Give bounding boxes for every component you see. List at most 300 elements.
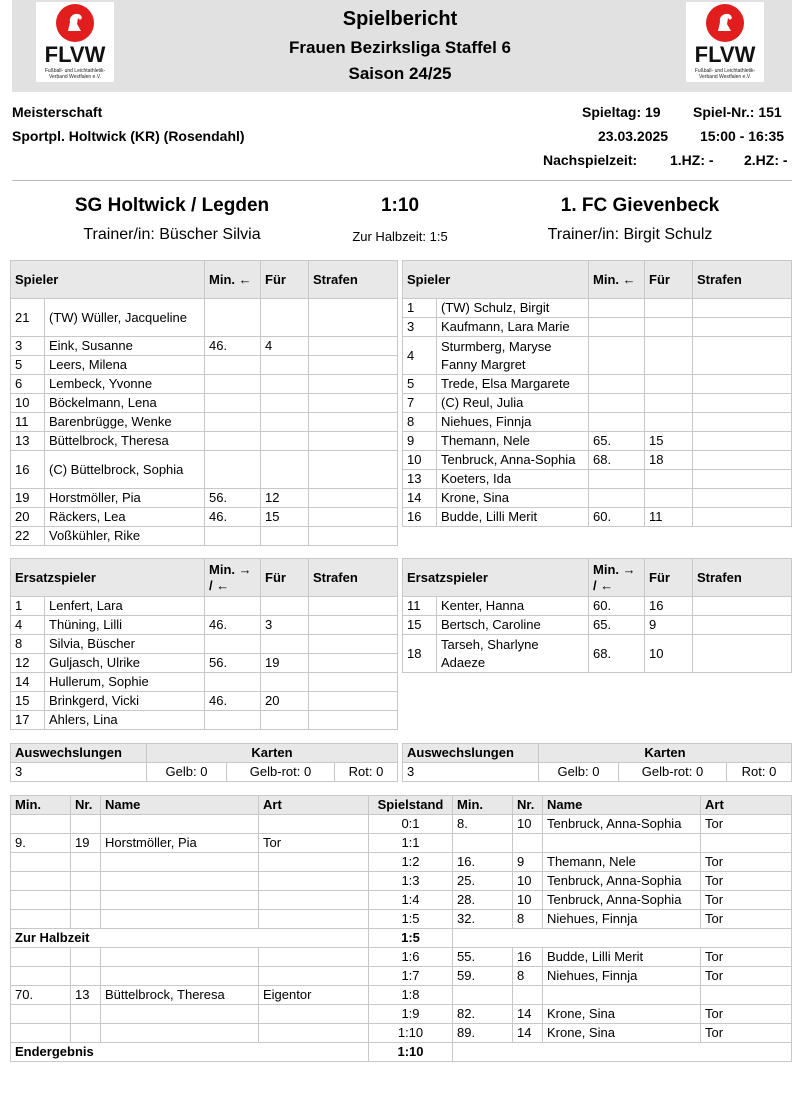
player-row	[11, 413, 398, 432]
red-cards: Rot: 0	[335, 763, 398, 782]
player-row	[11, 711, 398, 730]
player-minute: 65.	[589, 616, 645, 635]
col-penalties: Strafen	[309, 559, 398, 597]
event-score: 1:1	[369, 834, 453, 853]
player-name: Budde, Lilli Merit	[437, 508, 589, 527]
event-away-minute: 55.	[453, 948, 513, 967]
player-penalties	[693, 337, 792, 375]
player-penalties	[309, 711, 398, 730]
player-minute: 46.	[205, 616, 261, 635]
player-row	[403, 508, 792, 527]
player-minute: 56.	[205, 654, 261, 673]
player-row	[403, 337, 792, 375]
player-name: Brinkgerd, Vicki	[45, 692, 205, 711]
player-for	[645, 318, 693, 337]
matchday: Spieltag: 19	[582, 104, 661, 120]
away-subs-table	[402, 558, 792, 673]
player-name: (TW) Schulz, Birgit	[437, 299, 589, 318]
player-penalties	[309, 692, 398, 711]
event-away-name: Krone, Sina	[543, 1005, 701, 1024]
match-type: Meisterschaft	[12, 104, 103, 120]
player-number: 16	[11, 451, 45, 489]
event-away-minute: 82.	[453, 1005, 513, 1024]
player-for	[645, 299, 693, 318]
event-away-type	[701, 834, 792, 853]
event-row	[11, 948, 792, 967]
col-penalties: Strafen	[309, 261, 398, 299]
player-for	[261, 635, 309, 654]
event-home-type: Eigentor	[259, 986, 369, 1005]
col-for: Für	[261, 261, 309, 299]
event-home-minute	[11, 948, 71, 967]
final-score: 1:10	[380, 195, 420, 216]
player-row	[11, 394, 398, 413]
event-away-number: 9	[513, 853, 543, 872]
event-home-name: Horstmöller, Pia	[101, 834, 259, 853]
event-home-number	[71, 910, 101, 929]
player-penalties	[693, 470, 792, 489]
player-name: Horstmöller, Pia	[45, 489, 205, 508]
col-cards: Karten	[539, 744, 792, 763]
player-minute	[205, 635, 261, 654]
event-summary-label: Endergebnis	[11, 1043, 369, 1062]
player-name: Lenfert, Lara	[45, 597, 205, 616]
player-name: Voßkühler, Rike	[45, 527, 205, 546]
event-home-minute	[11, 1005, 71, 1024]
event-away-minute: 25.	[453, 872, 513, 891]
event-away-name: Themann, Nele	[543, 853, 701, 872]
player-name: Räckers, Lea	[45, 508, 205, 527]
event-away-type: Tor	[701, 910, 792, 929]
player-for: 18	[645, 451, 693, 470]
player-for	[261, 451, 309, 489]
player-number: 16	[403, 508, 437, 527]
event-away-minute	[453, 834, 513, 853]
away-trainer: Trainer/in: Birgit Schulz	[547, 226, 713, 243]
col-ev-score: Spielstand	[369, 796, 453, 815]
event-home-type	[259, 872, 369, 891]
event-home-minute	[11, 910, 71, 929]
player-penalties	[309, 356, 398, 375]
home-trainer: Trainer/in: Büscher Silvia	[83, 226, 261, 243]
home-team: SG Holtwick / Legden	[74, 195, 270, 216]
col-min: Min. → / ←	[205, 559, 261, 597]
player-minute	[205, 451, 261, 489]
player-for	[261, 597, 309, 616]
match-time: 15:00 - 16:35	[700, 128, 785, 144]
player-name: Böckelmann, Lena	[45, 394, 205, 413]
player-for	[261, 711, 309, 730]
player-penalties	[693, 394, 792, 413]
player-for	[645, 337, 693, 375]
event-summary-row	[11, 1043, 792, 1062]
player-row	[403, 375, 792, 394]
event-home-name	[101, 967, 259, 986]
event-away-minute: 8.	[453, 815, 513, 834]
event-home-type	[259, 853, 369, 872]
player-number: 6	[11, 375, 45, 394]
player-number: 8	[11, 635, 45, 654]
col-players: Spieler	[11, 261, 205, 299]
event-home-minute	[11, 891, 71, 910]
player-penalties	[309, 451, 398, 489]
player-number: 15	[11, 692, 45, 711]
player-for: 3	[261, 616, 309, 635]
logo-word: FLVW	[694, 42, 756, 67]
event-home-type: Tor	[259, 834, 369, 853]
player-name: Leers, Milena	[45, 356, 205, 375]
col-substitutions: Auswechslungen	[403, 744, 539, 763]
player-for	[645, 394, 693, 413]
player-row	[403, 318, 792, 337]
event-summary-row	[11, 929, 792, 948]
player-number: 3	[11, 337, 45, 356]
event-home-type	[259, 910, 369, 929]
player-name: Kaufmann, Lara Marie	[437, 318, 589, 337]
home-subs-table	[10, 558, 398, 730]
player-for	[261, 375, 309, 394]
player-for	[261, 673, 309, 692]
player-number: 15	[403, 616, 437, 635]
col-for: Für	[261, 559, 309, 597]
player-for	[261, 299, 309, 337]
event-home-name	[101, 948, 259, 967]
player-for: 12	[261, 489, 309, 508]
away-stats-table	[402, 743, 792, 782]
col-ev-min: Min.	[453, 796, 513, 815]
event-row	[11, 967, 792, 986]
player-row	[11, 299, 398, 337]
player-row	[403, 616, 792, 635]
player-for: 4	[261, 337, 309, 356]
player-name: Tenbruck, Anna-Sophia	[437, 451, 589, 470]
event-away-minute: 16.	[453, 853, 513, 872]
player-penalties	[309, 489, 398, 508]
event-away-type: Tor	[701, 948, 792, 967]
player-penalties	[309, 508, 398, 527]
player-row	[403, 489, 792, 508]
player-row	[11, 356, 398, 375]
player-for: 9	[645, 616, 693, 635]
event-row	[11, 853, 792, 872]
player-name: Themann, Nele	[437, 432, 589, 451]
player-number: 18	[403, 635, 437, 673]
season: Saison 24/25	[348, 64, 452, 83]
event-row	[11, 1005, 792, 1024]
player-for	[261, 356, 309, 375]
player-row	[11, 654, 398, 673]
player-name: Guljasch, Ulrike	[45, 654, 205, 673]
player-number: 10	[11, 394, 45, 413]
player-penalties	[309, 527, 398, 546]
player-for	[645, 413, 693, 432]
event-home-minute	[11, 872, 71, 891]
event-away-minute: 28.	[453, 891, 513, 910]
event-score: 0:1	[369, 815, 453, 834]
player-row	[403, 635, 792, 673]
event-away-name: Tenbruck, Anna-Sophia	[543, 872, 701, 891]
player-for: 11	[645, 508, 693, 527]
event-home-number	[71, 967, 101, 986]
player-row	[11, 489, 398, 508]
col-min: Min. → / ←	[589, 559, 645, 597]
event-summary-score: 1:5	[369, 929, 453, 948]
player-number: 19	[11, 489, 45, 508]
player-number: 14	[403, 489, 437, 508]
player-for: 15	[261, 508, 309, 527]
player-minute	[589, 299, 645, 318]
event-away-type	[701, 986, 792, 1005]
player-number: 7	[403, 394, 437, 413]
player-number: 17	[11, 711, 45, 730]
player-penalties	[309, 673, 398, 692]
player-minute	[589, 318, 645, 337]
player-row	[11, 597, 398, 616]
player-row	[11, 527, 398, 546]
event-home-type	[259, 948, 369, 967]
event-home-name	[101, 853, 259, 872]
event-home-minute: 9.	[11, 834, 71, 853]
event-home-minute: 70.	[11, 986, 71, 1005]
player-for: 20	[261, 692, 309, 711]
event-away-number: 8	[513, 910, 543, 929]
player-for	[261, 432, 309, 451]
player-minute: 68.	[589, 635, 645, 673]
event-home-type	[259, 1005, 369, 1024]
venue: Sportpl. Holtwick (KR) (Rosendahl)	[12, 128, 245, 144]
event-away-number: 8	[513, 967, 543, 986]
col-subs: Ersatzspieler	[403, 559, 589, 597]
event-row	[11, 872, 792, 891]
yellow-cards: Gelb: 0	[539, 763, 619, 782]
player-number: 5	[11, 356, 45, 375]
yellowred-cards: Gelb-rot: 0	[227, 763, 335, 782]
player-name: (TW) Wüller, Jacqueline	[45, 299, 205, 337]
player-number: 20	[11, 508, 45, 527]
col-for: Für	[645, 559, 693, 597]
event-away-minute: 89.	[453, 1024, 513, 1043]
event-away-name: Budde, Lilli Merit	[543, 948, 701, 967]
match-number: Spiel-Nr.: 151	[693, 104, 782, 120]
col-cards: Karten	[147, 744, 398, 763]
player-minute	[205, 394, 261, 413]
col-ev-name: Name	[543, 796, 701, 815]
player-penalties	[309, 394, 398, 413]
player-number: 12	[11, 654, 45, 673]
event-score: 1:6	[369, 948, 453, 967]
player-minute	[205, 711, 261, 730]
player-name: Krone, Sina	[437, 489, 589, 508]
player-minute	[205, 356, 261, 375]
away-players-table	[402, 260, 792, 527]
player-penalties	[309, 616, 398, 635]
player-number: 4	[11, 616, 45, 635]
col-penalties: Strafen	[693, 261, 792, 299]
event-home-number	[71, 1005, 101, 1024]
player-row	[11, 375, 398, 394]
player-minute	[589, 489, 645, 508]
event-row	[11, 910, 792, 929]
event-home-number: 19	[71, 834, 101, 853]
event-row	[11, 1024, 792, 1043]
player-penalties	[693, 616, 792, 635]
divider	[12, 180, 792, 181]
event-home-type	[259, 1024, 369, 1043]
extra-time-2: 2.HZ: -	[744, 152, 788, 168]
event-away-type: Tor	[701, 853, 792, 872]
player-for	[261, 394, 309, 413]
player-number: 11	[11, 413, 45, 432]
player-minute	[589, 375, 645, 394]
player-for	[645, 375, 693, 394]
logo-word: FLVW	[44, 42, 106, 67]
event-home-number	[71, 872, 101, 891]
player-row	[403, 432, 792, 451]
player-minute	[589, 413, 645, 432]
player-name: Sturmberg, Maryse Fanny Margret	[437, 337, 589, 375]
col-ev-type: Art	[259, 796, 369, 815]
player-penalties	[309, 597, 398, 616]
event-home-name	[101, 1005, 259, 1024]
home-stats-table	[10, 743, 398, 782]
player-name: Barenbrügge, Wenke	[45, 413, 205, 432]
player-number: 5	[403, 375, 437, 394]
player-row	[11, 451, 398, 489]
event-away-number	[513, 986, 543, 1005]
player-penalties	[309, 375, 398, 394]
player-penalties	[309, 337, 398, 356]
player-name: Lembeck, Yvonne	[45, 375, 205, 394]
event-row	[11, 891, 792, 910]
player-penalties	[693, 432, 792, 451]
player-number: 9	[403, 432, 437, 451]
player-row	[403, 470, 792, 489]
event-away-number: 10	[513, 891, 543, 910]
away-team: 1. FC Gievenbeck	[560, 195, 720, 216]
player-row	[403, 451, 792, 470]
home-players-table	[10, 260, 398, 546]
event-row	[11, 986, 792, 1005]
event-home-minute	[11, 967, 71, 986]
player-minute: 46.	[205, 508, 261, 527]
player-for	[645, 470, 693, 489]
player-penalties	[693, 508, 792, 527]
player-penalties	[693, 318, 792, 337]
events-table	[10, 795, 792, 1062]
match-date: 23.03.2025	[598, 128, 669, 144]
event-score: 1:5	[369, 910, 453, 929]
player-number: 1	[11, 597, 45, 616]
player-number: 14	[11, 673, 45, 692]
event-score: 1:4	[369, 891, 453, 910]
player-penalties	[693, 489, 792, 508]
col-ev-name: Name	[101, 796, 259, 815]
player-minute	[205, 413, 261, 432]
event-away-name: Niehues, Finnja	[543, 910, 701, 929]
event-home-type	[259, 891, 369, 910]
player-number: 22	[11, 527, 45, 546]
event-away-type: Tor	[701, 815, 792, 834]
player-name: Trede, Elsa Margarete	[437, 375, 589, 394]
event-away-minute: 32.	[453, 910, 513, 929]
player-penalties	[309, 299, 398, 337]
player-penalties	[309, 413, 398, 432]
event-summary-blank	[453, 1043, 792, 1062]
player-minute: 60.	[589, 508, 645, 527]
col-min: Min. ←	[589, 261, 645, 299]
event-home-number	[71, 1024, 101, 1043]
yellowred-cards: Gelb-rot: 0	[619, 763, 727, 782]
event-away-number: 14	[513, 1005, 543, 1024]
player-number: 4	[403, 337, 437, 375]
player-name: Eink, Susanne	[45, 337, 205, 356]
player-minute	[205, 673, 261, 692]
player-penalties	[693, 451, 792, 470]
player-row	[403, 597, 792, 616]
player-name: (C) Reul, Julia	[437, 394, 589, 413]
player-number: 11	[403, 597, 437, 616]
event-summary-label: Zur Halbzeit	[11, 929, 369, 948]
player-number: 13	[403, 470, 437, 489]
event-row	[11, 834, 792, 853]
col-ev-type: Art	[701, 796, 792, 815]
report-title: Spielbericht	[342, 8, 458, 30]
player-for: 19	[261, 654, 309, 673]
col-for: Für	[645, 261, 693, 299]
player-for	[261, 527, 309, 546]
event-score: 1:2	[369, 853, 453, 872]
event-home-type	[259, 815, 369, 834]
player-minute	[205, 299, 261, 337]
player-minute: 60.	[589, 597, 645, 616]
player-number: 10	[403, 451, 437, 470]
event-home-number	[71, 815, 101, 834]
player-minute	[589, 337, 645, 375]
player-penalties	[693, 597, 792, 616]
col-ev-nr: Nr.	[513, 796, 543, 815]
player-number: 21	[11, 299, 45, 337]
player-name: Niehues, Finnja	[437, 413, 589, 432]
event-home-minute	[11, 1024, 71, 1043]
event-away-name	[543, 834, 701, 853]
sub-count: 3	[403, 763, 539, 782]
event-home-number	[71, 853, 101, 872]
event-away-minute: 59.	[453, 967, 513, 986]
player-minute: 65.	[589, 432, 645, 451]
event-away-name	[543, 986, 701, 1005]
player-number: 8	[403, 413, 437, 432]
player-name: Tarseh, Sharlyne Adaeze	[437, 635, 589, 673]
col-min: Min. ←	[205, 261, 261, 299]
event-home-number: 13	[71, 986, 101, 1005]
player-penalties	[693, 413, 792, 432]
player-row	[11, 635, 398, 654]
event-away-number: 10	[513, 872, 543, 891]
event-score: 1:7	[369, 967, 453, 986]
event-home-minute	[11, 815, 71, 834]
event-home-name	[101, 891, 259, 910]
player-minute	[205, 597, 261, 616]
player-penalties	[693, 635, 792, 673]
event-away-type: Tor	[701, 1024, 792, 1043]
player-minute	[205, 375, 261, 394]
player-row	[403, 394, 792, 413]
player-penalties	[693, 375, 792, 394]
player-row	[11, 432, 398, 451]
player-minute	[589, 394, 645, 413]
event-away-number: 10	[513, 815, 543, 834]
player-row	[11, 673, 398, 692]
